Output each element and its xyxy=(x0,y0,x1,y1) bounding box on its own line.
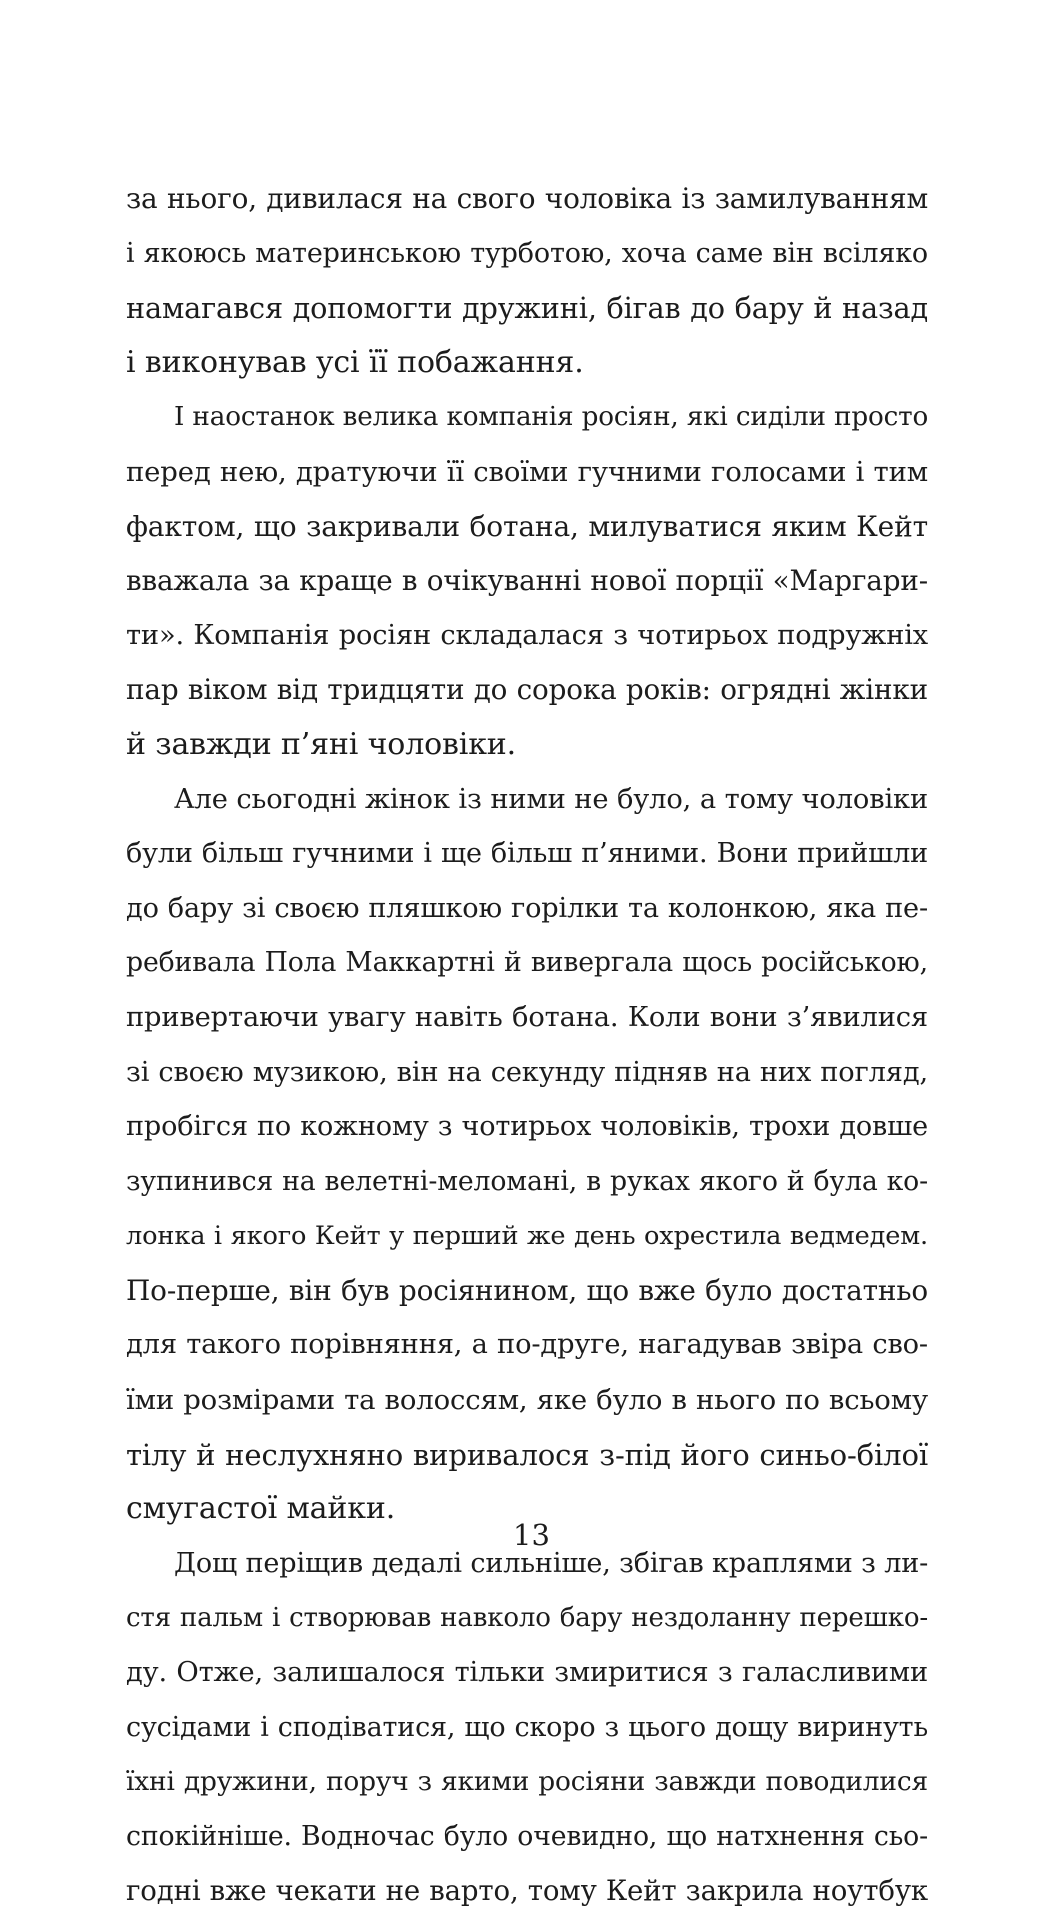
text-line: їми розмірами та волоссям, яке було в нього по всьому xyxy=(126,1384,928,1417)
text-line: вважала за краще в очікуванні нової порції «Маргари- xyxy=(126,564,928,598)
text-line: ти». Компанія росіян складалася з чотирьох подружніх xyxy=(126,619,928,651)
text-line: тілу й неслухняно виривалося з-під його синьо-білої xyxy=(126,1437,928,1472)
text-line: за нього, дивилася на свого чоловіка із замилуванням xyxy=(126,182,928,215)
paragraph xyxy=(126,390,928,772)
text-line: і якоюсь материнською турботою, хоча саме він всіляко xyxy=(126,237,928,269)
text-line: й завжди п’яні чоловіки. xyxy=(126,726,517,762)
text-line: годні вже чекати не варто, тому Кейт закрила ноутбук xyxy=(126,1874,928,1908)
text-line: І наостанок велика компанія росіян, які сиділи просто xyxy=(174,402,929,433)
text-line: спокійніше. Водночас було очевидно, що натхнення сьо- xyxy=(126,1820,928,1852)
text-line: намагався допомогти дружині, бігав до бару й назад xyxy=(126,291,928,326)
text-line: зі своєю музикою, він на секунду підняв на них погляд, xyxy=(126,1056,928,1088)
text-line: ребивала Пола Маккартні й вивергала щось російською, xyxy=(126,947,928,979)
text-line: По-перше, він був росіянином, що вже було достатньо xyxy=(126,1273,928,1307)
text-line: перед нею, дратуючи її своїми гучними голосами і тим xyxy=(126,455,928,488)
paragraph xyxy=(126,172,928,390)
text-line: і виконував усі її побажання. xyxy=(126,344,584,380)
text-line: фактом, що закривали ботана, милуватися яким Кейт xyxy=(126,509,928,543)
text-line: лонка і якого Кейт у перший же день охрестила ведмедем. xyxy=(126,1221,928,1252)
text-line: Дощ періщив дедалі сильніше, збігав краплями з ли- xyxy=(174,1547,929,1579)
text-line: пробігся по кожному з чотирьох чоловіків, трохи довше xyxy=(126,1111,928,1143)
page-number: 13 xyxy=(513,1518,550,1552)
paragraph xyxy=(126,773,928,1537)
text-line: їхні дружини, поруч з якими росіяни завжди поводилися xyxy=(126,1766,928,1798)
text-line: сусідами і сподіватися, що скоро з цього дощу виринуть xyxy=(126,1711,928,1743)
page-body-text xyxy=(126,172,928,1919)
text-line: для такого порівняння, а по-друге, нагадував звіра сво- xyxy=(126,1329,928,1361)
text-line: зупинився на велетні-меломані, в руках якого й була ко- xyxy=(126,1165,928,1197)
text-line: привертаючи увагу навіть ботана. Коли вони з’явилися xyxy=(126,1001,928,1033)
text-line: до бару зі своєю пляшкою горілки та колонкою, яка пе- xyxy=(126,892,928,924)
text-line: ду. Отже, залишалося тільки змиритися з галасливими xyxy=(126,1657,928,1689)
paragraph xyxy=(126,1537,928,1919)
text-line: Але сьогодні жінок із ними не було, а тому чоловіки xyxy=(174,783,928,815)
text-line: були більш гучними і ще більш п’яними. Вони прийшли xyxy=(126,838,928,870)
text-line: стя пальм і створював навколо бару нездоланну перешко- xyxy=(126,1603,928,1634)
text-line: пар віком від тридцяти до сорока років: огрядні жінки xyxy=(126,673,928,707)
text-line: смугастої майки. xyxy=(126,1491,396,1527)
